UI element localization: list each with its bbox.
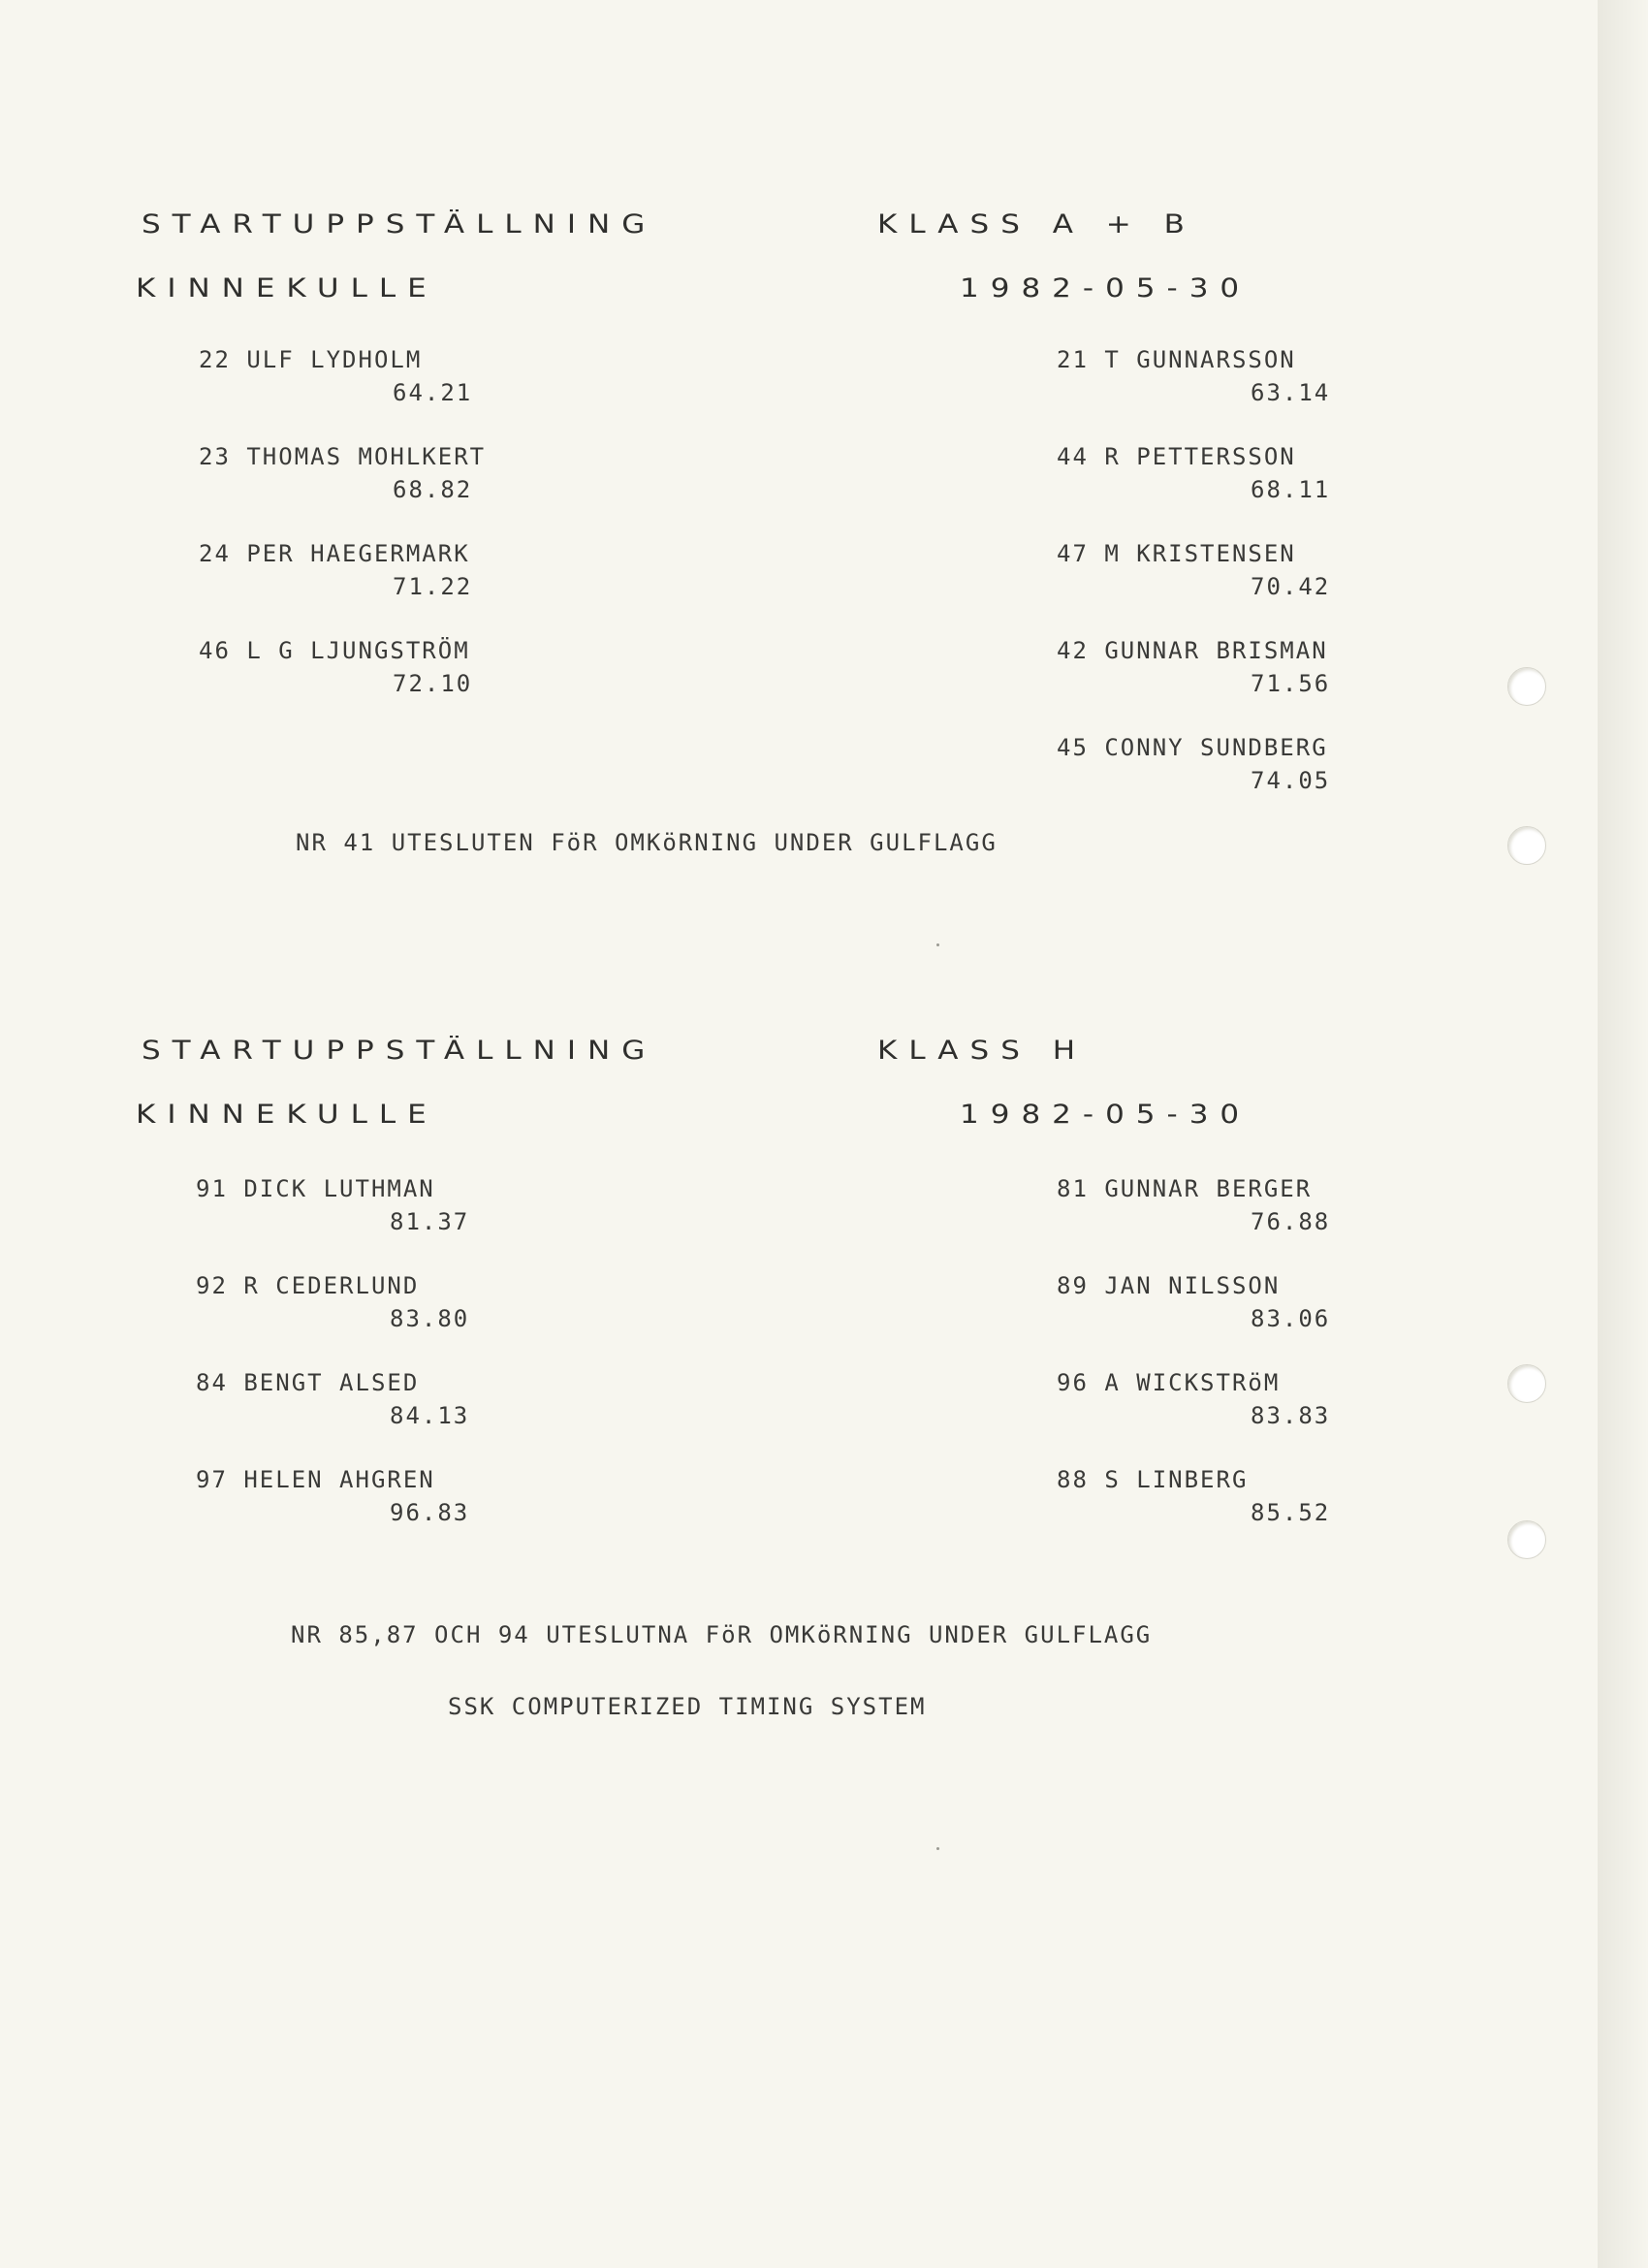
- start-entry: [1057, 1175, 1444, 1243]
- driver-number-name: 47 M KRISTENSEN: [1057, 540, 1296, 567]
- driver-number-name: 24 PER HAEGERMARK: [199, 540, 470, 567]
- driver-number-name: 46 L G LJUNGSTRÖM: [199, 637, 470, 664]
- start-entry: [199, 346, 586, 414]
- driver-number-name: 84 BENGT ALSED: [196, 1369, 420, 1396]
- qualifying-time: 96.83: [390, 1499, 470, 1526]
- qualifying-time: 68.82: [393, 476, 473, 503]
- class-label: KLASS A + B: [877, 209, 1196, 240]
- qualifying-time: 84.13: [390, 1402, 470, 1429]
- punch-hole: [1507, 667, 1546, 706]
- start-entry: [199, 540, 586, 608]
- start-entry: [1057, 734, 1444, 802]
- event-date: 1982-05-30: [960, 273, 1252, 303]
- timing-system-footer: SSK COMPUTERIZED TIMING SYSTEM: [448, 1693, 927, 1720]
- start-entry: [199, 443, 586, 511]
- start-entry: [1057, 1369, 1444, 1437]
- driver-number-name: 23 THOMAS MOHLKERT: [199, 443, 487, 470]
- driver-number-name: 42 GUNNAR BRISMAN: [1057, 637, 1328, 664]
- exclusion-note: NR 41 UTESLUTEN FöR OMKöRNING UNDER GULFLAGG: [296, 829, 998, 856]
- qualifying-time: 71.22: [393, 573, 473, 600]
- start-list-class-a-b: [0, 194, 1598, 1067]
- punch-hole: [1507, 1520, 1546, 1559]
- venue-name: KINNEKULLE: [136, 273, 438, 303]
- qualifying-time: 70.42: [1251, 573, 1331, 600]
- driver-number-name: 92 R CEDERLUND: [196, 1272, 420, 1299]
- exclusion-note: NR 85,87 OCH 94 UTESLUTNA FöR OMKöRNING UNDER GULFLAGG: [291, 1621, 1153, 1648]
- ink-speck: [936, 1847, 939, 1850]
- venue-name: KINNEKULLE: [136, 1100, 438, 1130]
- class-label: KLASS H: [877, 1036, 1088, 1066]
- start-entry: [1057, 637, 1444, 705]
- qualifying-time: 63.14: [1251, 379, 1331, 406]
- driver-number-name: 88 S LINBERG: [1057, 1466, 1249, 1493]
- driver-number-name: 44 R PETTERSSON: [1057, 443, 1296, 470]
- start-entry: [196, 1272, 584, 1340]
- driver-number-name: 97 HELEN AHGREN: [196, 1466, 435, 1493]
- ink-speck: [936, 943, 939, 946]
- punch-hole: [1507, 826, 1546, 865]
- driver-number-name: 89 JAN NILSSON: [1057, 1272, 1281, 1299]
- qualifying-time: 83.83: [1251, 1402, 1331, 1429]
- start-entry: [196, 1175, 584, 1243]
- qualifying-time: 83.80: [390, 1305, 470, 1332]
- qualifying-time: 64.21: [393, 379, 473, 406]
- section-title: STARTUPPSTÄLLNING: [142, 1036, 657, 1066]
- event-date: 1982-05-30: [960, 1100, 1252, 1130]
- driver-number-name: 45 CONNY SUNDBERG: [1057, 734, 1328, 761]
- driver-number-name: 81 GUNNAR BERGER: [1057, 1175, 1313, 1202]
- driver-number-name: 91 DICK LUTHMAN: [196, 1175, 435, 1202]
- qualifying-time: 72.10: [393, 670, 473, 697]
- start-list-class-h: [0, 1020, 1598, 1893]
- start-entry: [1057, 443, 1444, 511]
- qualifying-time: 81.37: [390, 1208, 470, 1235]
- qualifying-time: 68.11: [1251, 476, 1331, 503]
- start-entry: [196, 1369, 584, 1437]
- driver-number-name: 21 T GUNNARSSON: [1057, 346, 1296, 373]
- section-title: STARTUPPSTÄLLNING: [142, 209, 657, 240]
- qualifying-time: 76.88: [1251, 1208, 1331, 1235]
- qualifying-time: 71.56: [1251, 670, 1331, 697]
- punch-hole: [1507, 1364, 1546, 1403]
- page-edge-shadow: [1598, 0, 1648, 2268]
- start-entry: [1057, 1466, 1444, 1534]
- qualifying-time: 74.05: [1251, 767, 1331, 794]
- start-entry: [1057, 540, 1444, 608]
- start-entry: [1057, 1272, 1444, 1340]
- qualifying-time: 83.06: [1251, 1305, 1331, 1332]
- start-entry: [1057, 346, 1444, 414]
- start-entry: [199, 637, 586, 705]
- driver-number-name: 96 A WICKSTRöM: [1057, 1369, 1281, 1396]
- start-entry: [196, 1466, 584, 1534]
- qualifying-time: 85.52: [1251, 1499, 1331, 1526]
- driver-number-name: 22 ULF LYDHOLM: [199, 346, 423, 373]
